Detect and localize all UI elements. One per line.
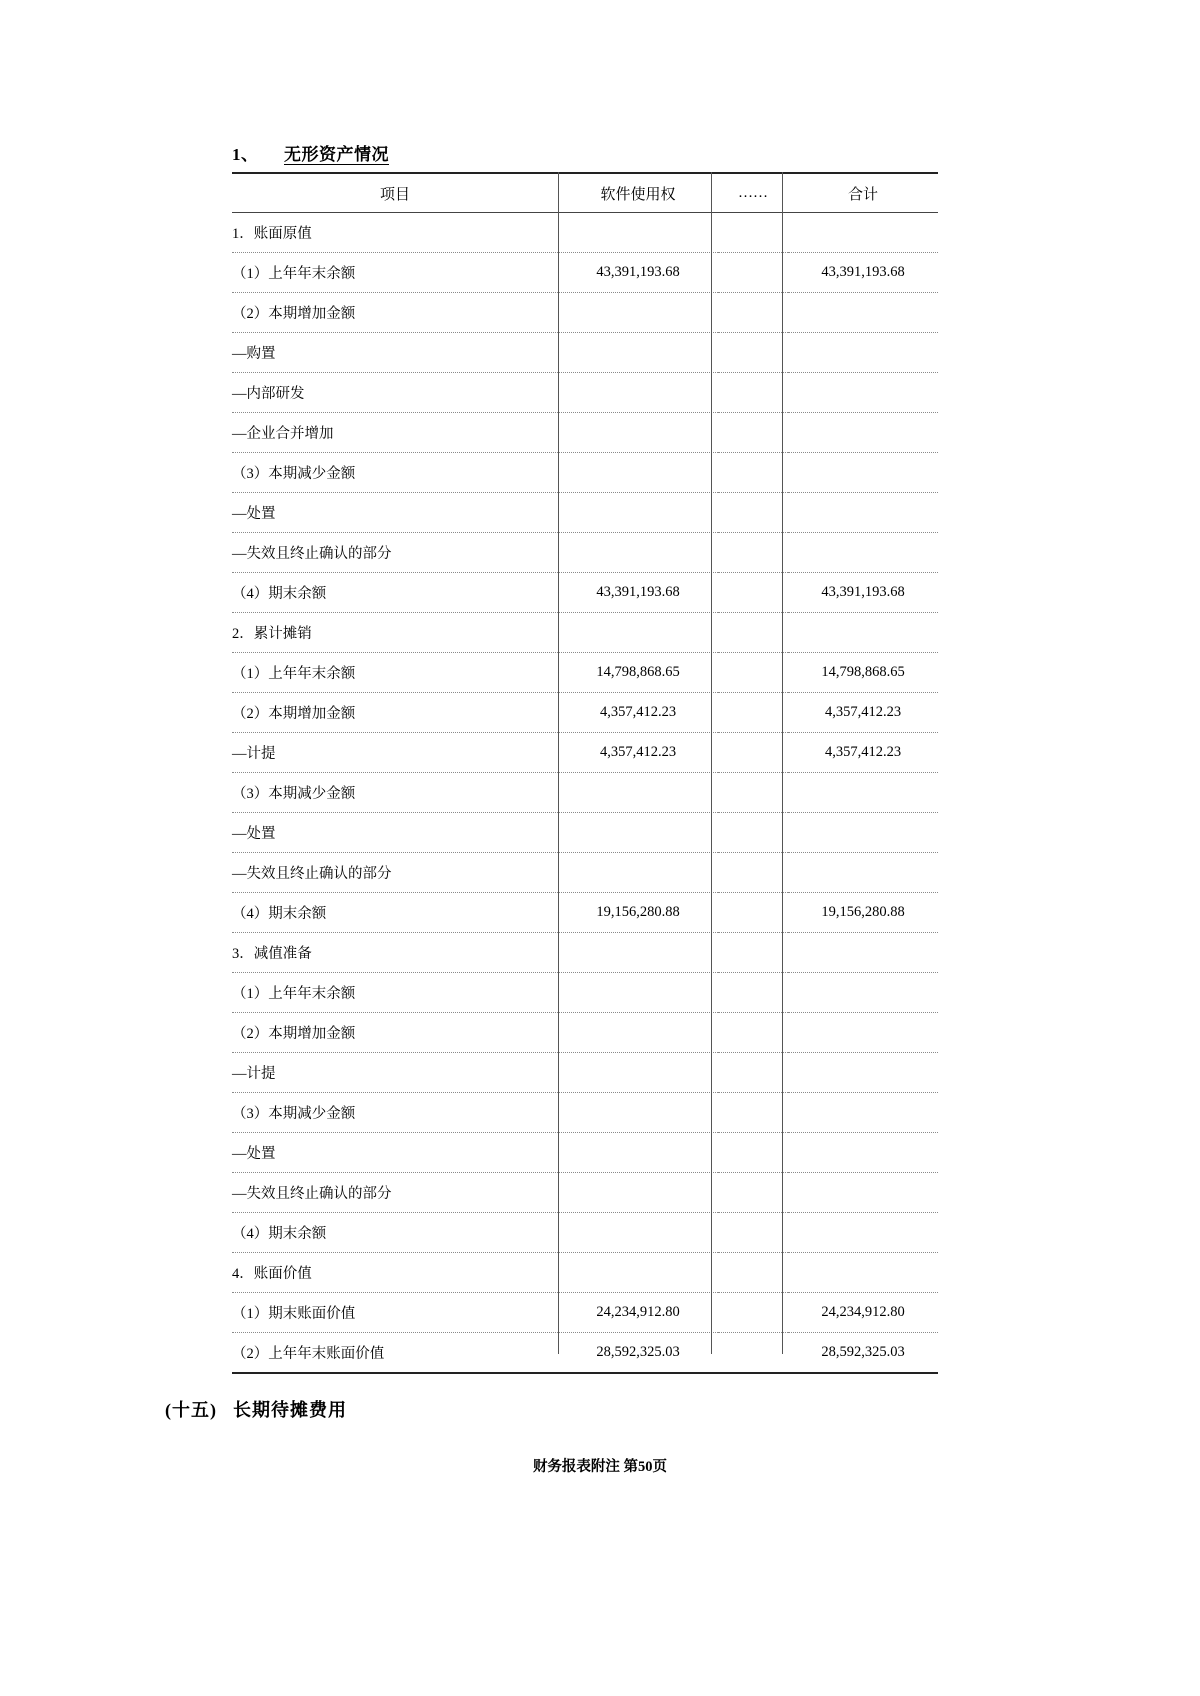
table-header bbox=[232, 173, 938, 213]
cell-item-label: —处置 bbox=[232, 493, 558, 533]
cell-total: 19,156,280.88 bbox=[788, 893, 938, 933]
cell-ellipsis bbox=[718, 1213, 788, 1253]
cell-item-label: （2）本期增加金额 bbox=[232, 293, 558, 333]
cell-total: 43,391,193.68 bbox=[788, 573, 938, 613]
cell-software-usage-right bbox=[558, 533, 718, 573]
table-row bbox=[232, 253, 938, 293]
cell-item-label: （2）上年年末账面价值 bbox=[232, 1333, 558, 1374]
cell-item-label: （3）本期减少金额 bbox=[232, 453, 558, 493]
cell-software-usage-right bbox=[558, 1213, 718, 1253]
section-title: 无形资产情况 bbox=[284, 145, 389, 164]
cell-software-usage-right bbox=[558, 293, 718, 333]
cell-item-label: （1）上年年末余额 bbox=[232, 973, 558, 1013]
cell-ellipsis bbox=[718, 1333, 788, 1374]
cell-software-usage-right bbox=[558, 853, 718, 893]
table-row bbox=[232, 1053, 938, 1093]
cell-ellipsis bbox=[718, 893, 788, 933]
cell-software-usage-right bbox=[558, 613, 718, 653]
cell-software-usage-right bbox=[558, 1093, 718, 1133]
cell-software-usage-right bbox=[558, 1133, 718, 1173]
cell-software-usage-right bbox=[558, 413, 718, 453]
cell-item-label: —失效且终止确认的部分 bbox=[232, 1173, 558, 1213]
cell-item-label: （2）本期增加金额 bbox=[232, 1013, 558, 1053]
cell-ellipsis bbox=[718, 453, 788, 493]
subsection-title: 长期待摊费用 bbox=[233, 1400, 347, 1420]
cell-item-label: —购置 bbox=[232, 333, 558, 373]
cell-total bbox=[788, 1253, 938, 1293]
cell-ellipsis bbox=[718, 573, 788, 613]
cell-software-usage-right bbox=[558, 973, 718, 1013]
cell-software-usage-right bbox=[558, 1013, 718, 1053]
table-row bbox=[232, 1173, 938, 1213]
column-header-total: 合计 bbox=[788, 173, 938, 213]
cell-ellipsis bbox=[718, 773, 788, 813]
cell-ellipsis bbox=[718, 1013, 788, 1053]
subsection-label: (十五) bbox=[165, 1400, 217, 1420]
cell-ellipsis bbox=[718, 413, 788, 453]
cell-item-label: —失效且终止确认的部分 bbox=[232, 853, 558, 893]
cell-item-label: （1）上年年末余额 bbox=[232, 653, 558, 693]
cell-ellipsis bbox=[718, 1253, 788, 1293]
cell-total: 14,798,868.65 bbox=[788, 653, 938, 693]
table-row bbox=[232, 293, 938, 333]
cell-total bbox=[788, 453, 938, 493]
page-footer: 财务报表附注 第50页 bbox=[532, 1459, 668, 1475]
cell-total: 24,234,912.80 bbox=[788, 1293, 938, 1333]
table-row bbox=[232, 1333, 938, 1374]
table-row bbox=[232, 973, 938, 1013]
table-vertical-rule-1 bbox=[558, 172, 559, 1354]
cell-total bbox=[788, 773, 938, 813]
cell-ellipsis bbox=[718, 1053, 788, 1093]
cell-software-usage-right bbox=[558, 1253, 718, 1293]
cell-software-usage-right bbox=[558, 333, 718, 373]
cell-software-usage-right bbox=[558, 1053, 718, 1093]
cell-total: 4,357,412.23 bbox=[788, 693, 938, 733]
cell-total bbox=[788, 813, 938, 853]
cell-item-label: —计提 bbox=[232, 1053, 558, 1093]
cell-ellipsis bbox=[718, 733, 788, 773]
table-row bbox=[232, 413, 938, 453]
cell-total: 28,592,325.03 bbox=[788, 1333, 938, 1374]
cell-item-label: （2）本期增加金额 bbox=[232, 693, 558, 733]
cell-item-label: —处置 bbox=[232, 813, 558, 853]
cell-ellipsis bbox=[718, 253, 788, 293]
intangible-assets-table bbox=[232, 172, 938, 1374]
cell-software-usage-right bbox=[558, 813, 718, 853]
table-vertical-rule-3 bbox=[782, 172, 783, 1354]
table-row bbox=[232, 533, 938, 573]
cell-item-label: 2．累计摊销 bbox=[232, 613, 558, 653]
cell-item-label: 3．减值准备 bbox=[232, 933, 558, 973]
cell-software-usage-right bbox=[558, 453, 718, 493]
cell-total: 4,357,412.23 bbox=[788, 733, 938, 773]
cell-software-usage-right bbox=[558, 373, 718, 413]
table-row bbox=[232, 653, 938, 693]
table-row bbox=[232, 853, 938, 893]
cell-item-label: （1）期末账面价值 bbox=[232, 1293, 558, 1333]
cell-total bbox=[788, 413, 938, 453]
cell-software-usage-right: 43,391,193.68 bbox=[558, 253, 718, 293]
cell-total bbox=[788, 1213, 938, 1253]
table-row bbox=[232, 1253, 938, 1293]
table-row bbox=[232, 493, 938, 533]
cell-item-label: 4．账面价值 bbox=[232, 1253, 558, 1293]
cell-software-usage-right bbox=[558, 773, 718, 813]
cell-total bbox=[788, 853, 938, 893]
cell-ellipsis bbox=[718, 973, 788, 1013]
cell-item-label: —企业合并增加 bbox=[232, 413, 558, 453]
cell-total bbox=[788, 973, 938, 1013]
cell-ellipsis bbox=[718, 933, 788, 973]
cell-ellipsis bbox=[718, 533, 788, 573]
cell-software-usage-right bbox=[558, 493, 718, 533]
cell-software-usage-right: 28,592,325.03 bbox=[558, 1333, 718, 1374]
cell-total bbox=[788, 613, 938, 653]
cell-software-usage-right: 43,391,193.68 bbox=[558, 573, 718, 613]
cell-ellipsis bbox=[718, 853, 788, 893]
cell-item-label: （4）期末余额 bbox=[232, 573, 558, 613]
table-row bbox=[232, 893, 938, 933]
cell-ellipsis bbox=[718, 653, 788, 693]
cell-total bbox=[788, 493, 938, 533]
cell-total bbox=[788, 1013, 938, 1053]
cell-ellipsis bbox=[718, 333, 788, 373]
table-row bbox=[232, 1293, 938, 1333]
cell-ellipsis bbox=[718, 693, 788, 733]
table-row bbox=[232, 773, 938, 813]
cell-software-usage-right: 14,798,868.65 bbox=[558, 653, 718, 693]
table-row bbox=[232, 1013, 938, 1053]
cell-software-usage-right: 24,234,912.80 bbox=[558, 1293, 718, 1333]
table-row bbox=[232, 933, 938, 973]
table-row bbox=[232, 333, 938, 373]
cell-total bbox=[788, 333, 938, 373]
section-number: 1、 bbox=[232, 145, 259, 164]
cell-total bbox=[788, 373, 938, 413]
table-row bbox=[232, 573, 938, 613]
cell-ellipsis bbox=[718, 1293, 788, 1333]
cell-item-label: （3）本期减少金额 bbox=[232, 773, 558, 813]
cell-ellipsis bbox=[718, 1133, 788, 1173]
cell-total bbox=[788, 1093, 938, 1133]
cell-software-usage-right: 4,357,412.23 bbox=[558, 733, 718, 773]
cell-item-label: —处置 bbox=[232, 1133, 558, 1173]
column-header-software-usage-right: 软件使用权 bbox=[558, 173, 718, 213]
table-row bbox=[232, 1093, 938, 1133]
cell-ellipsis bbox=[718, 1173, 788, 1213]
table-row bbox=[232, 1133, 938, 1173]
cell-item-label: 1．账面原值 bbox=[232, 213, 558, 253]
table-row bbox=[232, 693, 938, 733]
cell-item-label: （4）期末余额 bbox=[232, 1213, 558, 1253]
cell-ellipsis bbox=[718, 493, 788, 533]
cell-total bbox=[788, 533, 938, 573]
table-row bbox=[232, 453, 938, 493]
cell-ellipsis bbox=[718, 613, 788, 653]
cell-total bbox=[788, 293, 938, 333]
cell-total bbox=[788, 1053, 938, 1093]
cell-software-usage-right bbox=[558, 213, 718, 253]
cell-ellipsis bbox=[718, 813, 788, 853]
cell-item-label: —失效且终止确认的部分 bbox=[232, 533, 558, 573]
cell-ellipsis bbox=[718, 1093, 788, 1133]
cell-software-usage-right: 4,357,412.23 bbox=[558, 693, 718, 733]
cell-item-label: （4）期末余额 bbox=[232, 893, 558, 933]
cell-item-label: （1）上年年末余额 bbox=[232, 253, 558, 293]
table-row bbox=[232, 613, 938, 653]
table-vertical-rule-2 bbox=[711, 172, 712, 1354]
cell-ellipsis bbox=[718, 213, 788, 253]
cell-item-label: （3）本期减少金额 bbox=[232, 1093, 558, 1133]
table-row bbox=[232, 733, 938, 773]
cell-total: 43,391,193.68 bbox=[788, 253, 938, 293]
cell-ellipsis bbox=[718, 373, 788, 413]
table-row bbox=[232, 373, 938, 413]
cell-software-usage-right: 19,156,280.88 bbox=[558, 893, 718, 933]
section-heading bbox=[232, 140, 952, 165]
cell-total bbox=[788, 213, 938, 253]
cell-total bbox=[788, 1173, 938, 1213]
table-header-row bbox=[232, 173, 938, 213]
cell-software-usage-right bbox=[558, 933, 718, 973]
column-header-item: 项目 bbox=[232, 173, 558, 213]
cell-item-label: —计提 bbox=[232, 733, 558, 773]
cell-total bbox=[788, 933, 938, 973]
cell-total bbox=[788, 1133, 938, 1173]
table-row bbox=[232, 213, 938, 253]
table-body bbox=[232, 213, 938, 1374]
cell-ellipsis bbox=[718, 293, 788, 333]
cell-software-usage-right bbox=[558, 1173, 718, 1213]
cell-item-label: —内部研发 bbox=[232, 373, 558, 413]
table-row bbox=[232, 1213, 938, 1253]
column-header-ellipsis: …… bbox=[718, 173, 788, 213]
subsection-heading bbox=[165, 1396, 347, 1422]
table-row bbox=[232, 813, 938, 853]
